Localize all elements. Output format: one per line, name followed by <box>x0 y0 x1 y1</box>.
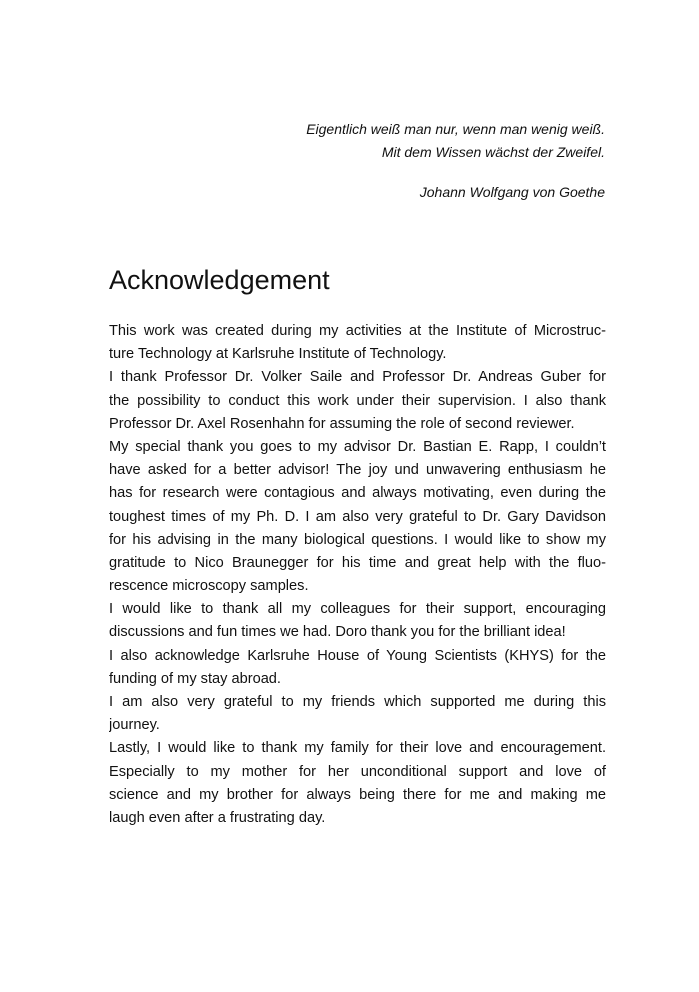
body-text-line: gratitude to Nico Braunegger for his time and great help with the fluo- <box>109 554 606 571</box>
body-text-line: science and my brother for always being there for me and making me <box>109 786 606 803</box>
body-text-line: This work was created during my activities at the Institute of Microstruc- <box>109 323 606 339</box>
body-text-line: rescence microscopy samples. <box>109 578 309 595</box>
body-text-line: the possibility to conduct this work under their supervision. I also thank <box>109 392 606 409</box>
page-title: Acknowledgement <box>109 265 330 295</box>
body-text-line: for his advising in the many biological questions. I would like to show my <box>109 531 606 548</box>
acknowledgement-body <box>109 320 606 830</box>
epigraph-author: Johann Wolfgang von Goethe <box>419 184 605 200</box>
epigraph-line: Mit dem Wissen wächst der Zweifel. <box>381 144 605 160</box>
body-text-line: Lastly, I would like to thank my family for their love and encouragement. <box>109 740 606 757</box>
body-text-line: I am also very grateful to my friends which supported me during this <box>109 694 606 710</box>
body-text-line: toughest times of my Ph. D. I am also very grateful to Dr. Gary Davidson <box>109 508 606 525</box>
body-text-line: I thank Professor Dr. Volker Saile and Professor Dr. Andreas Guber for <box>109 369 606 386</box>
body-text-line: journey. <box>109 717 160 734</box>
body-text-line: Professor Dr. Axel Rosenhahn for assuming the role of second reviewer. <box>109 415 575 432</box>
body-text-line: have asked for a better advisor! The joy und unwavering enthusiasm he <box>109 462 606 479</box>
body-text-line: has for research were contagious and always motivating, even during the <box>109 485 606 502</box>
body-text-line: ture Technology at Karlsruhe Institute of Technology. <box>109 346 447 363</box>
body-text-line: funding of my stay abroad. <box>109 670 281 687</box>
epigraph-quote <box>185 118 605 204</box>
body-text-line: I would like to thank all my colleagues for their support, encouraging <box>109 601 606 618</box>
body-text-line: My special thank you goes to my advisor Dr. Bastian E. Rapp, I couldn’t <box>109 438 606 455</box>
body-text-line: discussions and fun times we had. Doro thank you for the brilliant idea! <box>109 624 566 641</box>
body-text-line: laugh even after a frustrating day. <box>109 809 326 826</box>
body-text-line: Especially to my mother for her unconditional support and love of <box>109 763 606 780</box>
body-text-line: I also acknowledge Karlsruhe House of Young Scientists (KHYS) for the <box>109 647 606 664</box>
epigraph-line: Eigentlich weiß man nur, wenn man wenig weiß. <box>306 121 605 137</box>
